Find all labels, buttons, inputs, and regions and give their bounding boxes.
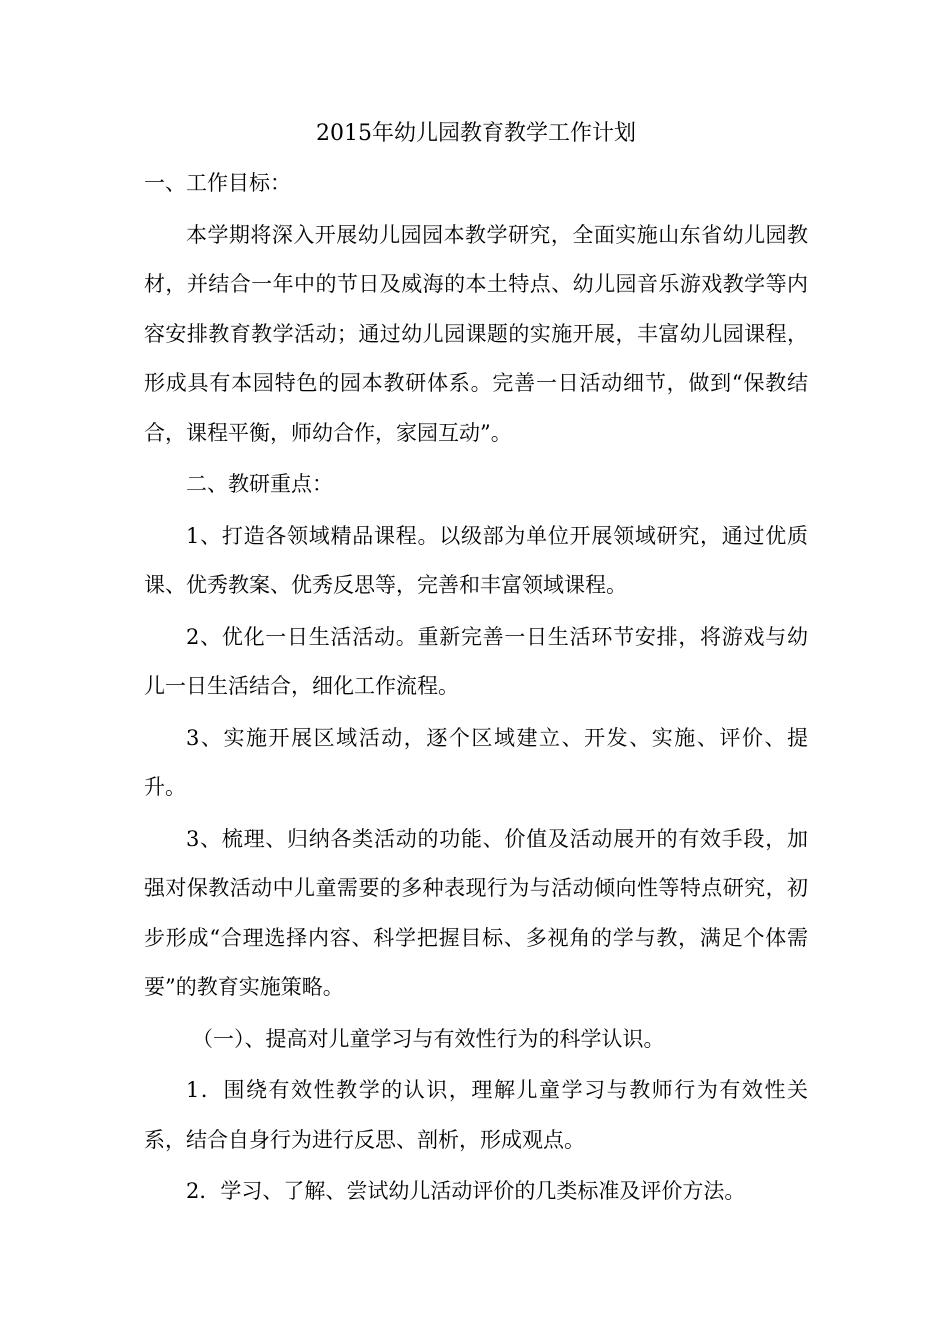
subsection-heading-1: （一）、提高对儿童学习与有效性行为的科学认识。 — [192, 1026, 665, 1051]
list-item-1: 1、打造各领域精品课程。以级部为单位开展领域研究，通过优质课、优秀教案、优秀反思等，完善和丰富领域课程。 — [144, 523, 808, 597]
document-title: 2015年幼儿园教育教学工作计划 — [316, 121, 636, 146]
paragraph-goals-body: 本学期将深入开展幼儿园园本教学研究，全面实施山东省幼儿园教材，并结合一年中的节日及威海的本土特点、幼儿园音乐游戏教学等内容安排教育教学活动；通过幼儿园课题的实施开展，丰富幼儿园课程，形成具有本园特色的园本教研体系。完善一日活动细节，做到“保教结合，课程平衡，师幼合作，家园互动”。 — [144, 222, 808, 445]
section-heading-research-focus: 二、教研重点： — [186, 472, 333, 496]
document-body — [144, 112, 808, 1217]
subsection-item-1: 1．围绕有效性教学的认识，理解儿童学习与教师行为有效性关系，结合自身行为进行反思、剖析，形成观点。 — [144, 1078, 808, 1152]
list-item-3b: 3、梳理、归纳各类活动的功能、价值及活动展开的有效手段，加强对保教活动中儿童需要的多种表现行为与活动倾向性等特点研究，初步形成“合理选择内容、科学把握目标、多视角的学与教，满足个体需要”的教育实施策略。 — [144, 826, 808, 999]
section-heading-goals: 一、工作目标： — [144, 171, 291, 195]
list-item-2: 2、优化一日生活活动。重新完善一日生活环节安排，将游戏与幼儿一日生活结合，细化工作流程。 — [144, 624, 808, 698]
list-item-3a: 3、实施开展区域活动，逐个区域建立、开发、实施、评价、提升。 — [144, 725, 808, 799]
subsection-item-2: 2．学习、了解、尝试幼儿活动评价的几类标准及评价方法。 — [186, 1179, 746, 1203]
